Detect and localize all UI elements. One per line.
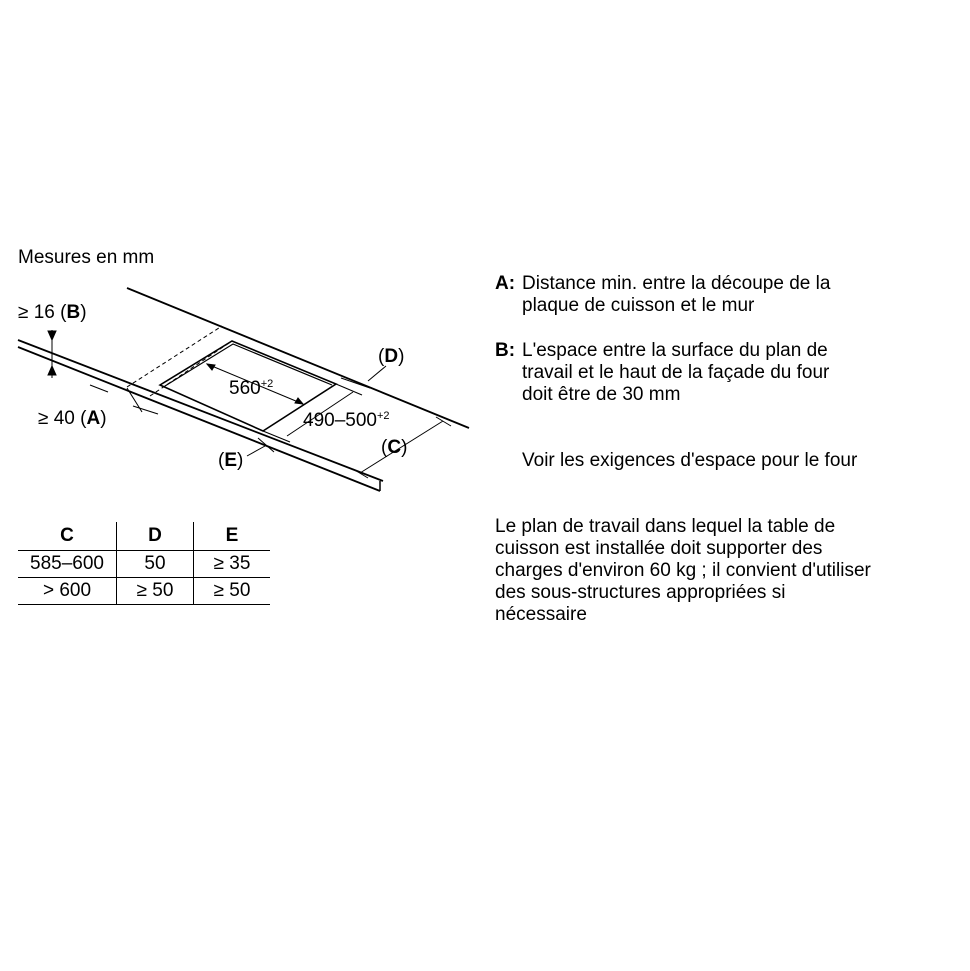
dim-d-tick (341, 378, 370, 388)
table-cell: 585–600 (18, 551, 117, 578)
legend-b-text: L'espace entre la surface du plan de travail et le haut de la façade du four doit être de 30 mm (522, 340, 830, 405)
dim-560-arrow-end (295, 398, 303, 404)
worktop-back-edge (127, 288, 469, 428)
dim-a-tick-1 (90, 385, 108, 392)
dim-depth-ext-2 (336, 384, 362, 395)
table-row (18, 551, 270, 578)
legend-a-text: Distance min. entre la découpe de la plaque de cuisson et le mur (522, 273, 831, 316)
label-a (38, 408, 107, 430)
table-cell: ≥ 35 (194, 551, 271, 578)
label-c: (C) (381, 437, 408, 458)
label-a-paren: ) (100, 408, 107, 429)
depth-dimension-value: 490–500 (303, 410, 377, 431)
depth-dimension-tolerance: +2 (376, 410, 390, 422)
label-d: (D) (378, 346, 405, 367)
width-dimension-value: 560 (229, 378, 261, 399)
oven-note: Voir les exigences d'espace pour le four (522, 450, 858, 471)
dim-b-arrow-bottom (48, 366, 56, 375)
label-e: (E) (218, 450, 244, 471)
table-cell: 50 (117, 551, 194, 578)
table-cell: ≥ 50 (117, 578, 194, 605)
label-c-key: C (387, 437, 402, 458)
dim-a-tick-2 (133, 406, 158, 414)
label-b-key: B (66, 302, 81, 323)
legend-b-key: B: (495, 340, 516, 361)
clearance-table (18, 522, 270, 605)
dim-560-arrow-start (207, 364, 215, 370)
dim-d-line (368, 366, 386, 381)
page-title: Mesures en mm (18, 247, 155, 268)
label-a-value: ≥ 40 ( (38, 408, 87, 429)
label-b-value: ≥ 16 ( (18, 302, 67, 323)
label-b-paren: ) (80, 302, 87, 323)
table-row (18, 578, 270, 605)
table-header-c: C (60, 525, 74, 546)
table-header-row (18, 522, 270, 551)
dim-e-tick (258, 438, 274, 452)
dim-b-arrow-top (48, 331, 56, 340)
table-cell: > 600 (18, 578, 117, 605)
label-d-key: D (384, 346, 399, 367)
width-dimension (229, 373, 273, 400)
label-e-key: E (224, 450, 238, 471)
width-dimension-tolerance: +2 (260, 378, 274, 390)
table-header-d: D (117, 522, 194, 551)
legend-a-key: A: (495, 273, 516, 294)
label-a-key: A (86, 408, 101, 429)
table-header-e: E (194, 522, 271, 551)
dim-e-line (247, 446, 265, 456)
load-note: Le plan de travail dans lequel la table de cuisson est installée doit supporter des charges d'environ 60 kg ; il convient d'utiliser des sous-structures appropriées si nécessaire (495, 516, 871, 625)
label-b (18, 302, 87, 324)
depth-dimension (303, 405, 390, 432)
table-cell: ≥ 50 (194, 578, 271, 605)
